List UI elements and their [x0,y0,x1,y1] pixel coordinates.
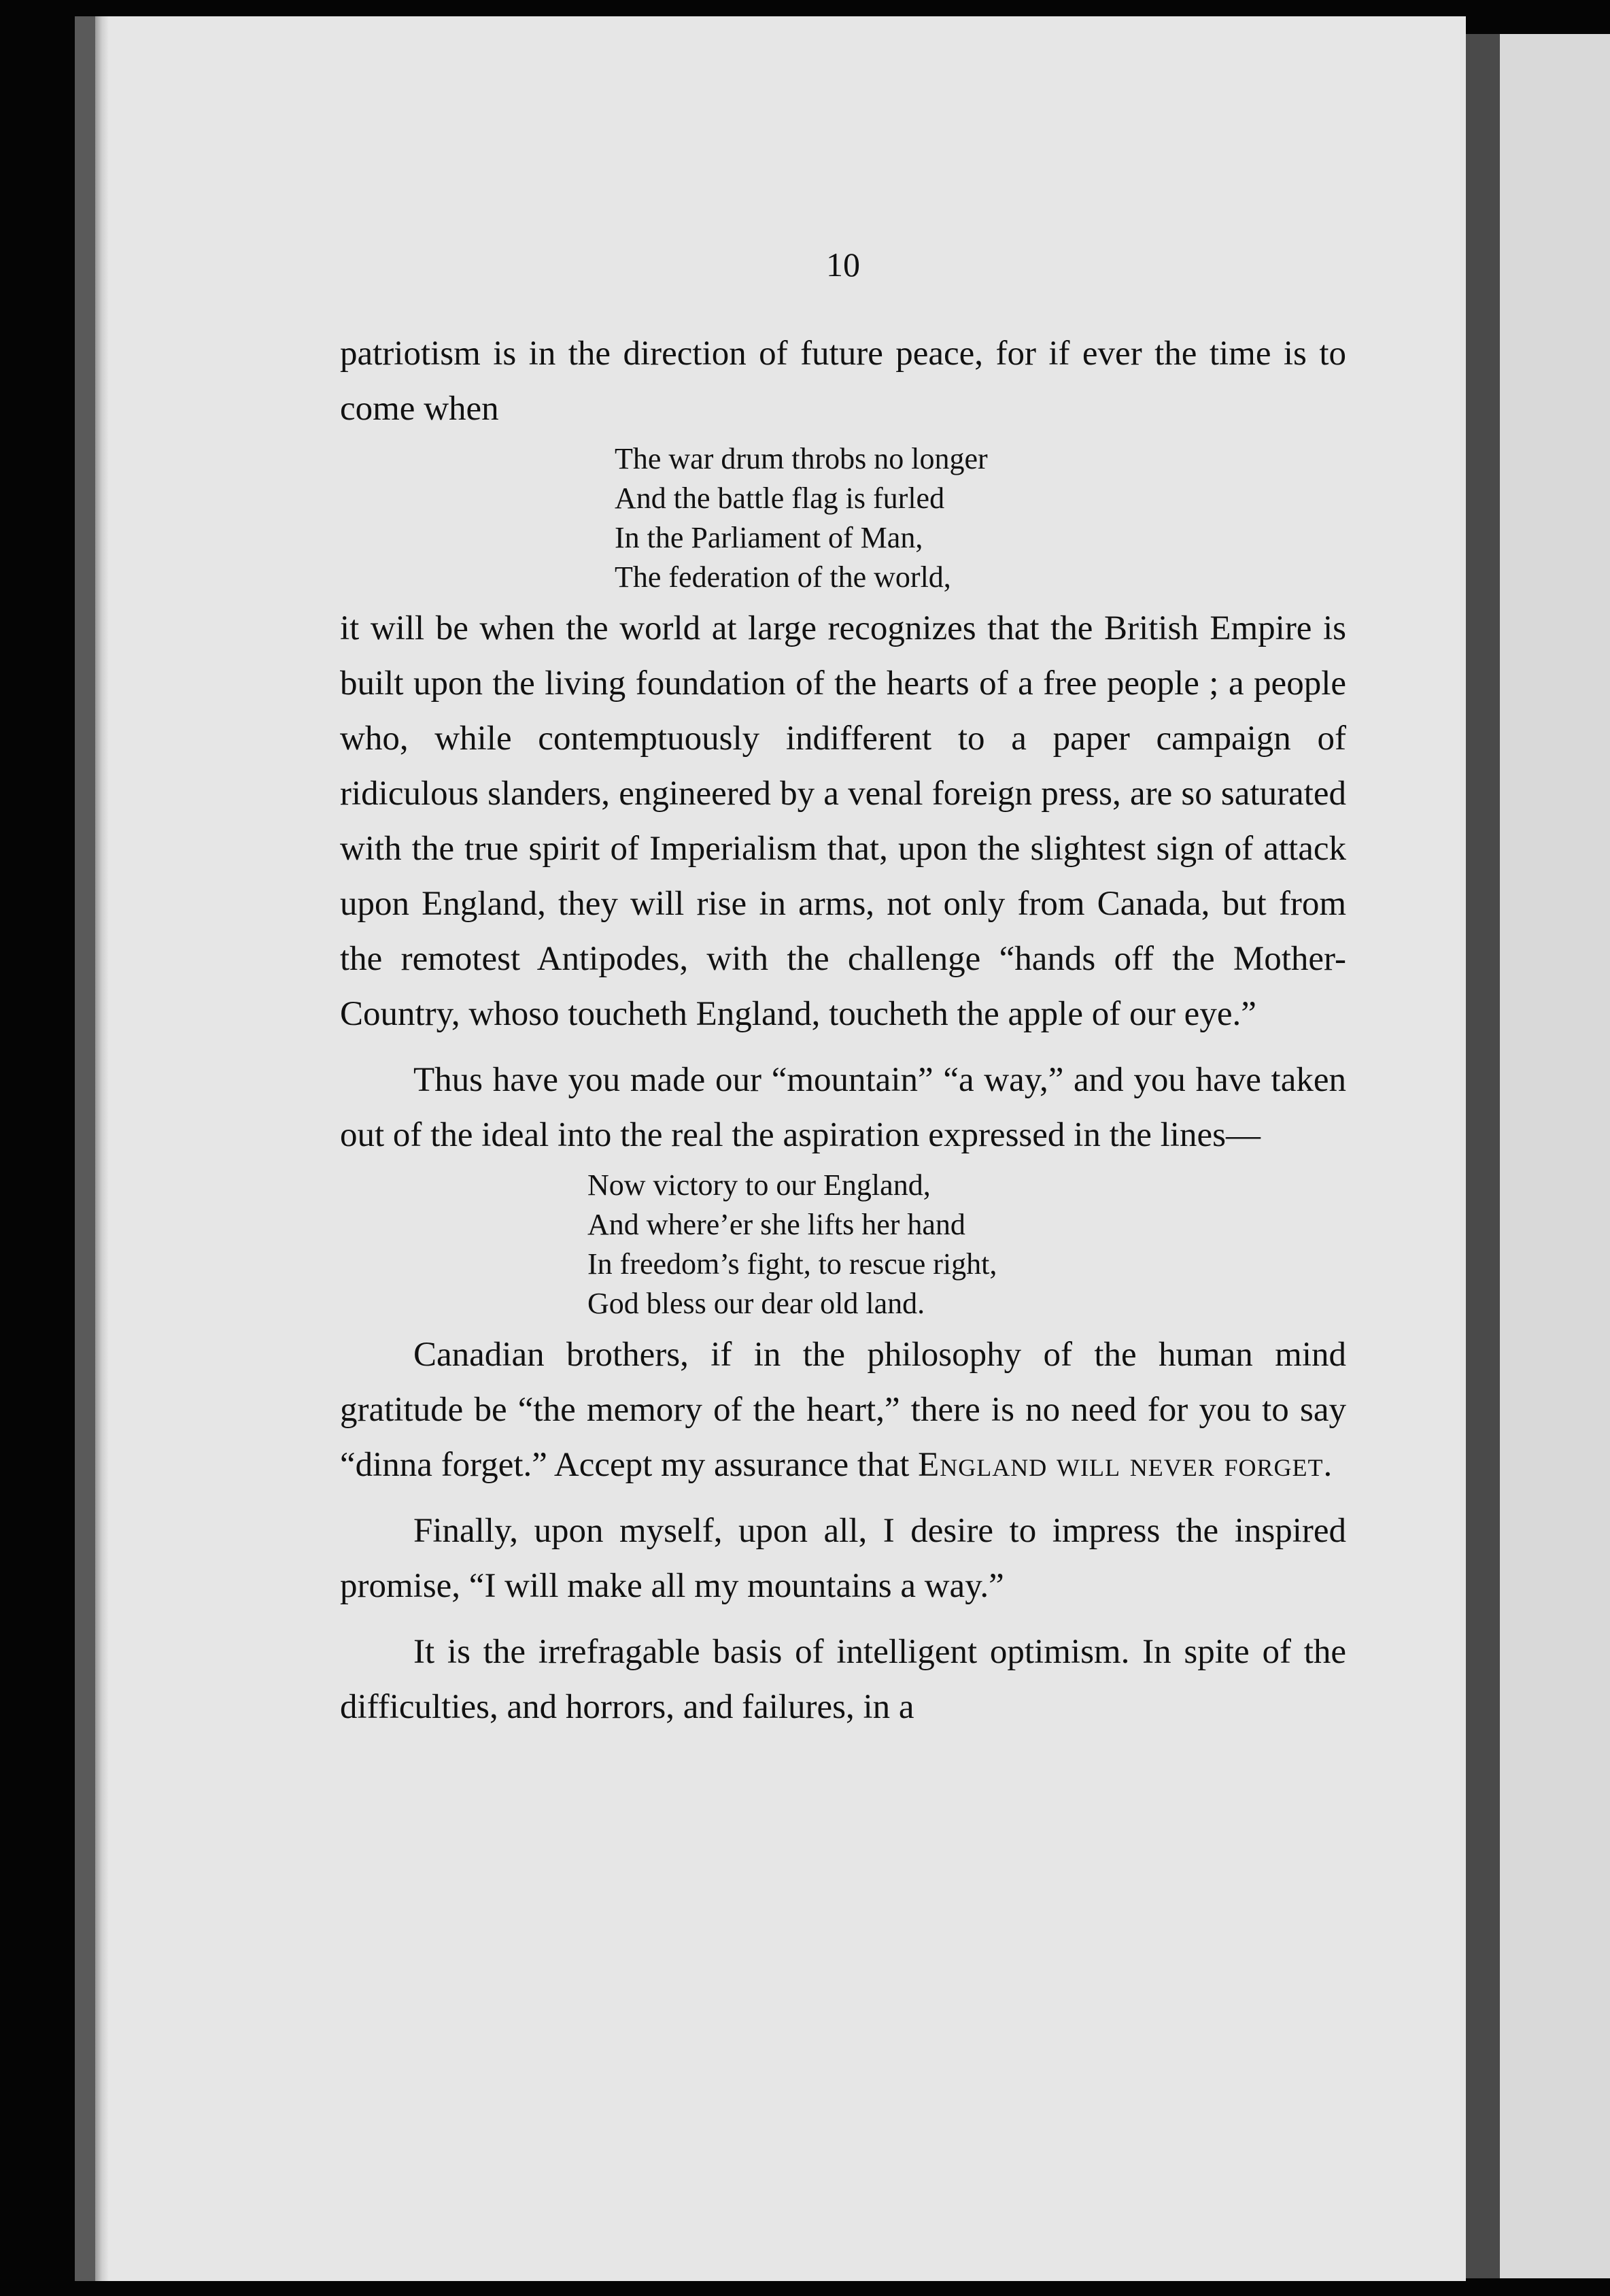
verse-block-1 [340,439,1346,597]
paragraph-5: Finally, upon myself, upon all, I desire to impress the inspired promise, “I will make all my mountains a way.” [340,1512,1346,1605]
paragraph-4 [340,1328,1346,1493]
paragraph-3: Thus have you made our “mountain” “a way,” and you have taken out of the ideal into the real the aspiration expressed in the lines— [340,1061,1346,1154]
verse-line: The federation of the world, [615,560,951,594]
paragraph-6: It is the irrefragable basis of intelligent optimism. In spite of the difficulties, and horrors, and failures, in a [340,1633,1346,1726]
verse-line: In freedom’s fight, to rescue right, [587,1247,997,1281]
book-spine [1466,34,1500,2278]
paragraph-4-text: Canadian brothers, if in the philosophy of the human mind gratitude be “the memory of the heart,” there is no need for you to say “dinna forget.” Accept my assurance that [340,1336,1346,1484]
verse-line: The war drum throbs no longer [615,442,988,475]
verse-line: Now victory to our England, [587,1168,931,1202]
paragraph-1: patriotism is in the direction of future peace, for if ever the time is to come when [340,335,1346,428]
facing-page-edge [1500,34,1610,2278]
page-edge [95,16,109,2281]
verse-line: And the battle flag is furled [615,482,945,515]
verse-block-2 [340,1166,1346,1323]
verse-line: In the Parliament of Man, [615,521,923,554]
page-body [340,326,1346,1735]
paragraph-4-smallcaps: England will never forget. [918,1446,1333,1484]
paragraph-2: it will be when the world at large recognizes that the British Empire is built upon the living foundation of the hearts of a free people ; a people who, while contemptuously indifferent to a paper campaign of ridiculous slanders, engineered by a venal foreign press, are so saturated with the true spirit of Imperialism that, upon the slightest sign of attack upon England, they will rise in arms, not only from Canada, but from the remotest Antipodes, with the challenge “hands off the Mother-Country, whoso toucheth England, toucheth the apple of our eye.” [340,609,1346,1033]
page-number: 10 [826,246,860,284]
verse-line: God bless our dear old land. [587,1287,925,1320]
verse-line: And where’er she lifts her hand [587,1208,965,1241]
